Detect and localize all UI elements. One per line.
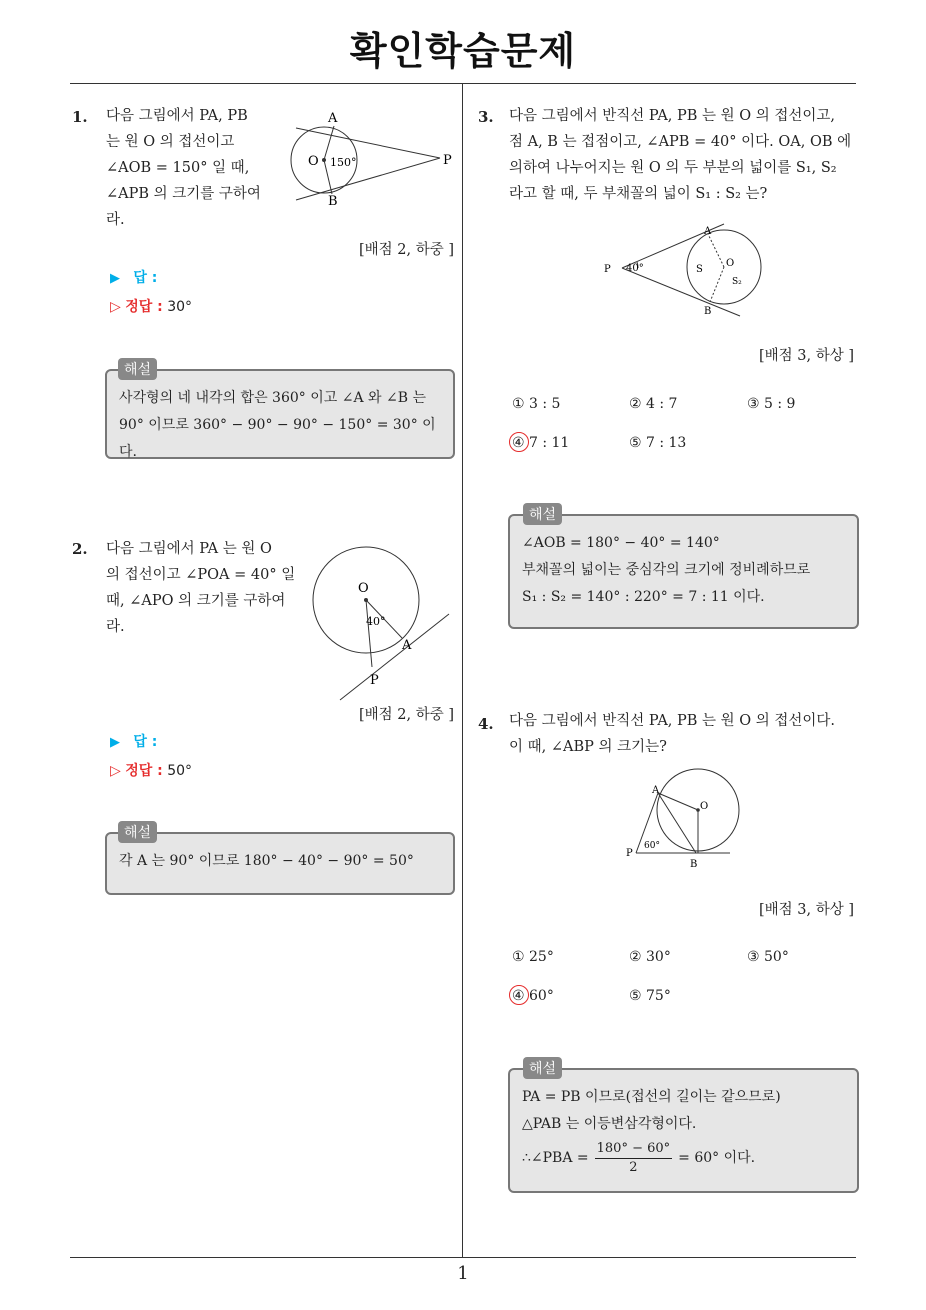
q1-solution-text bbox=[119, 385, 443, 466]
q3-fig-label-p: P bbox=[604, 264, 611, 275]
page-title: 확인학습문제 bbox=[349, 29, 577, 73]
q1-solution-line: 90° 이므로 360° − 90° − 90° − 150° = 30° 이다. bbox=[119, 417, 436, 460]
q1-line: ∠APB 의 크기를 구하여 bbox=[106, 186, 261, 202]
q4-figure bbox=[620, 765, 750, 875]
q3-correct-mark-icon bbox=[509, 432, 529, 452]
q2-correct-row bbox=[110, 760, 192, 780]
q1-figure bbox=[286, 108, 458, 208]
q3-solution-box bbox=[508, 514, 859, 629]
page-number: 1 bbox=[457, 1263, 469, 1284]
q4-choice-1[interactable]: ① 25° bbox=[512, 949, 554, 965]
q4-fig-label-o: O bbox=[700, 801, 709, 812]
fraction-numerator: 180° − 60° bbox=[595, 1140, 673, 1159]
q4-choice-5[interactable]: ⑤ 75° bbox=[629, 988, 671, 1004]
q4-solution-text bbox=[522, 1084, 847, 1177]
q4-solution-suffix: = 60° 이다. bbox=[678, 1150, 756, 1166]
q1-line: ∠AOB = 150° 일 때, bbox=[106, 160, 250, 176]
q2-line: 의 접선이고 ∠POA = 40° 일 bbox=[106, 567, 296, 583]
q3-solution-line: S₁ : S₂ = 140° : 220° = 7 : 11 이다. bbox=[522, 589, 765, 605]
q4-solution-box bbox=[508, 1068, 859, 1193]
q3-line: 다음 그림에서 반직선 PA, PB 는 원 O 의 접선이고, bbox=[509, 108, 836, 124]
q3-fig-label-a: A bbox=[704, 226, 712, 237]
q4-score: [배점 3, 하상 ] bbox=[758, 902, 854, 918]
answer-label: 답 : bbox=[133, 734, 158, 750]
q3-fig-label-o: O bbox=[726, 258, 735, 269]
play-outline-icon: ▷ bbox=[110, 763, 121, 779]
q2-solution-text bbox=[119, 848, 443, 875]
q4-fig-angle: 60° bbox=[644, 841, 660, 851]
q3-fig-label-b: B bbox=[704, 306, 712, 317]
q3-fig-label-s2: S₂ bbox=[732, 277, 742, 287]
q1-solution-line: 사각형의 네 내각의 합은 360° 이고 ∠A 와 ∠B 는 bbox=[119, 390, 426, 406]
q4-line: 이 때, ∠ABP 의 크기는? bbox=[509, 739, 667, 755]
answer-label: 답 : bbox=[133, 270, 158, 286]
q1-fig-label-o: O bbox=[308, 154, 319, 169]
q3-number: 3. bbox=[478, 108, 494, 126]
q2-answer-row bbox=[110, 731, 157, 751]
q1-line: 다음 그림에서 PA, PB bbox=[106, 108, 248, 124]
q3-choice-5[interactable]: ⑤ 7 : 13 bbox=[629, 435, 687, 451]
q3-text bbox=[509, 103, 859, 207]
q1-line: 는 원 O 의 접선이고 bbox=[106, 134, 235, 150]
q2-fig-label-o: O bbox=[358, 581, 369, 596]
q4-fig-label-b: B bbox=[690, 859, 698, 870]
q2-line: 라. bbox=[106, 619, 125, 635]
q3-figure bbox=[598, 220, 768, 320]
q2-score: [배점 2, 하중 ] bbox=[358, 707, 454, 723]
q4-fig-label-a: A bbox=[652, 785, 660, 796]
q2-fig-angle: 40° bbox=[366, 615, 386, 628]
footer-rule bbox=[70, 1257, 856, 1258]
q4-solution-line: PA = PB 이므로(접선의 길이는 같으므로) bbox=[522, 1089, 781, 1105]
q1-line: 라. bbox=[106, 212, 125, 228]
q3-solution-line: 부채꼴의 넓이는 중심각의 크기에 정비례하므로 bbox=[522, 562, 811, 578]
q2-fig-label-a: A bbox=[402, 638, 412, 653]
q3-choice-3[interactable]: ③ 5 : 9 bbox=[747, 396, 796, 412]
play-icon: ▶ bbox=[110, 271, 120, 286]
q1-fig-label-p: P bbox=[443, 153, 452, 168]
q3-line: 라고 할 때, 두 부채꼴의 넓이 S₁ : S₂ 는? bbox=[509, 186, 768, 202]
header-rule bbox=[70, 83, 856, 84]
q3-fig-label-s: S bbox=[696, 264, 703, 275]
q2-number: 2. bbox=[72, 540, 88, 558]
q4-choice-2[interactable]: ② 30° bbox=[629, 949, 671, 965]
q4-number: 4. bbox=[478, 715, 494, 733]
q1-solution-tag: 해설 bbox=[118, 358, 157, 380]
q1-text bbox=[106, 103, 286, 233]
play-outline-icon: ▷ bbox=[110, 299, 121, 315]
q1-correct-value: 30° bbox=[167, 299, 193, 315]
q1-fig-angle: 150° bbox=[330, 156, 357, 169]
play-icon: ▶ bbox=[110, 735, 120, 750]
q4-solution-tag: 해설 bbox=[523, 1057, 562, 1079]
correct-label: 정답 : bbox=[125, 299, 163, 315]
q1-answer-row bbox=[110, 267, 157, 287]
q1-solution-box bbox=[105, 369, 455, 459]
q3-score: [배점 3, 하상 ] bbox=[758, 348, 854, 364]
column-divider bbox=[462, 84, 463, 1258]
correct-label: 정답 : bbox=[125, 763, 163, 779]
q1-fig-label-b: B bbox=[328, 194, 338, 208]
fraction bbox=[595, 1140, 673, 1177]
q4-choice-4[interactable]: ④ 60° bbox=[512, 988, 554, 1004]
q2-solution-line: 각 A 는 90° 이므로 180° − 40° − 90° = 50° bbox=[119, 853, 414, 869]
q3-choice-4[interactable]: ④ 7 : 11 bbox=[512, 435, 570, 451]
q3-line: 의하여 나누어지는 원 O 의 두 부분의 넓이를 S₁, S₂ bbox=[509, 160, 837, 176]
q3-fig-angle: 40° bbox=[626, 263, 644, 274]
q1-fig-label-a: A bbox=[328, 111, 338, 126]
q3-choice-1[interactable]: ① 3 : 5 bbox=[512, 396, 561, 412]
q3-solution-tag: 해설 bbox=[523, 503, 562, 525]
q4-solution-fraction-line bbox=[522, 1140, 847, 1177]
q2-line: 다음 그림에서 PA 는 원 O bbox=[106, 541, 272, 557]
q2-solution-box bbox=[105, 832, 455, 895]
q2-correct-value: 50° bbox=[167, 763, 193, 779]
q1-score: [배점 2, 하중 ] bbox=[358, 242, 454, 258]
q2-line: 때, ∠APO 의 크기를 구하여 bbox=[106, 593, 286, 609]
q2-fig-label-p: P bbox=[370, 673, 379, 688]
q4-solution-line: △PAB 는 이등변삼각형이다. bbox=[522, 1116, 697, 1132]
q3-choice-2[interactable]: ② 4 : 7 bbox=[629, 396, 678, 412]
q3-solution-text bbox=[522, 530, 847, 611]
q4-line: 다음 그림에서 반직선 PA, PB 는 원 O 의 접선이다. bbox=[509, 713, 836, 729]
q2-solution-tag: 해설 bbox=[118, 821, 157, 843]
q4-text bbox=[509, 708, 859, 760]
q4-fig-label-p: P bbox=[626, 848, 633, 859]
q4-solution-prefix: ∴∠PBA = bbox=[522, 1150, 589, 1166]
q3-solution-line: ∠AOB = 180° − 40° = 140° bbox=[522, 535, 720, 551]
q1-correct-row bbox=[110, 296, 192, 316]
q1-number: 1. bbox=[72, 108, 88, 126]
q2-text bbox=[106, 536, 302, 640]
q4-correct-mark-icon bbox=[509, 985, 529, 1005]
q2-figure bbox=[306, 540, 456, 705]
q3-line: 점 A, B 는 접점이고, ∠APB = 40° 이다. OA, OB 에 bbox=[509, 134, 852, 150]
q4-choice-3[interactable]: ③ 50° bbox=[747, 949, 789, 965]
fraction-denominator: 2 bbox=[629, 1160, 638, 1175]
